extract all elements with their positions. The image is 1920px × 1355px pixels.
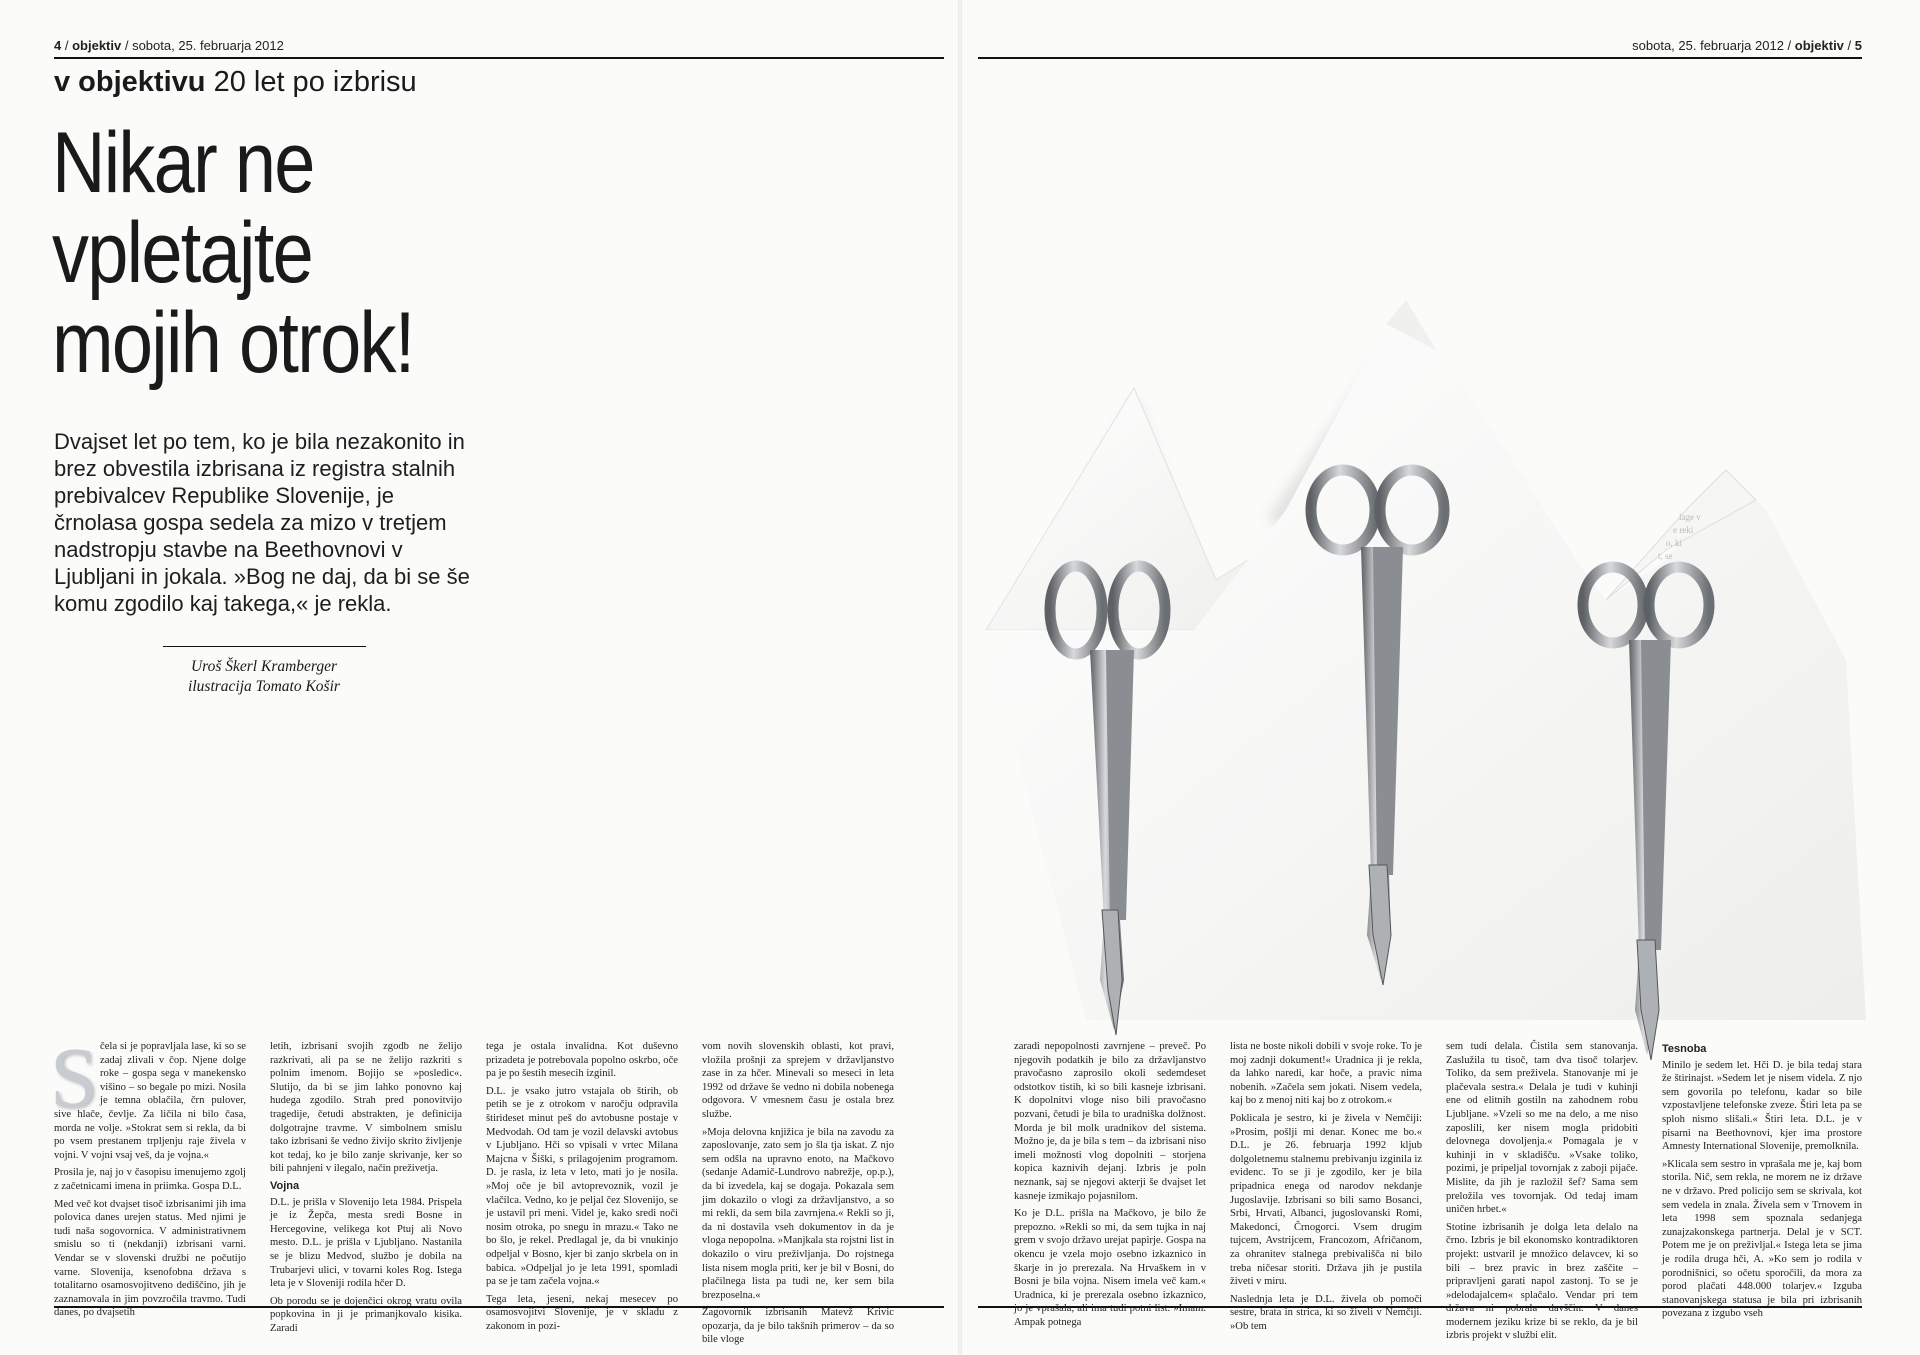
folio-right: sobota, 25. februarja 2012 / objektiv / 5 — [1632, 38, 1862, 53]
paragraph: D.L. je prišla v Slovenijo leta 1984. Prispela je iz Žepča, mesta sredi Bosne in Hercegovine, velikega kot Ptuj ali Novo mesto. D.L. je prišla v Ljubljano. Nastanila se je blizu Medvod, službo je dobila na Trubarjevi ulici, v tovarni koles Rog. Istega leta je v Sloveniji rodila hčer D. — [270, 1196, 462, 1290]
headline — [52, 115, 534, 391]
body-column-1 — [50, 1029, 246, 1319]
page-number-right: 5 — [1854, 38, 1862, 53]
body-column-6 — [1230, 1040, 1422, 1332]
subheading-tesnoba: Tesnoba — [1662, 1043, 1707, 1055]
byline-illustration: ilustracija Tomato Košir — [188, 678, 340, 695]
body-column-2 — [270, 1040, 462, 1334]
svg-text:lage v: lage v — [1679, 512, 1701, 522]
folio-section-right: objektiv — [1794, 38, 1844, 53]
svg-text:o, ki: o, ki — [1666, 538, 1683, 548]
paragraph: Naslednja leta je D.L. živela ob pomoči sestre, brata in strica, ki so živeli v Nemčiji. »Ob tem — [1230, 1293, 1422, 1332]
paragraph: Stotine izbrisanih je dolga leta delalo na črno. Izbris je bil ekonomsko kontradiktoren projekt: ustvaril je množico delavcev, ki so bili – brez pravic in brez zaščite – pripravljeni garati napol zastonj. To se je »delodajalcem« splačalo. Vendar pri tem država ni pobrala davščin. V danes modernem jeziku krize bi se reklo, da je bil izbris projekt v službi elit. — [1446, 1221, 1638, 1342]
paragraph: tega je ostala invalidna. Kot duševno prizadeta je potrebovala popolno oskrbo, oče pa je po šestih mesecih izginil. — [486, 1041, 678, 1080]
paragraph: zaradi nepopolnosti zavrnjene – preveč. Po njegovih podatkih je bilo za državljanstvo pravočasno zaprosilo okoli sedemdeset odstotkov tistih, ki so bili kasneje izbrisani. K dopolnitvi vloge niso bili pravočasno pozvani, četudi je bila to uradniška dolžnost. Morda je bil molk uradnikov del sistema. Možno je, da je bila s tem – da izbrisani niso imeli možnosti vlog dopolniti – storjena kopica kaznivih dejanj. Izbris je poln neznank, saj se njegovi akterji še dvajset let kasneje izmikajo pojasnilom. — [1014, 1041, 1206, 1202]
paragraph: vom novih slovenskih oblasti, kot pravi, vložila prošnji za sprejem v državljanstvo zase in za hčer. Minevali so meseci in leta 1992 od države še vedno ni dobila nobenega odgovora. V vmesnem času je ostala brez službe. — [702, 1041, 894, 1120]
paragraph: čela si je popravljala lase, ki so se zadaj zlivali v čop. Njene dolge roke – gospa sega v manekensko višino – so begale po mizi. Nosila je temna oblačila, črn pulover, sive hlače, čevlje. Za ličila ni bilo časa, morda ne volje. »Stokrat sem si rekla, da bi po vsem prestanem trpljenju raje živela v vojni. V vojni vsaj veš, da je vojna.« — [54, 1041, 246, 1161]
folio-section-left: objektiv — [72, 38, 122, 53]
byline — [150, 657, 378, 697]
paragraph: lista ne boste nikoli dobili v svoje roke. To je moj zadnji dokument!« Uradnica ji je rekla, da lahko naredi, kar hoče, a pravic nima nobenih. »Začela sem jokati. Nisem vedela, kaj bo z menoj niti kaj bo z otrokom.« — [1230, 1041, 1422, 1107]
svg-text:t, se: t, se — [1658, 551, 1673, 561]
folio-date-right: sobota, 25. februarja 2012 — [1632, 38, 1784, 53]
top-rule-left — [54, 57, 944, 59]
lead-paragraph: Dvajset let po tem, ko je bila nezakonito in brez obvestila izbrisana iz registra stalnih prebivalcev Republike Slovenije, je črnolasa gospa sedela za mizo v tretjem nadstropju stavbe na Beethovnovi v Ljubljani in jokala. »Bog ne daj, da bi se še komu zgodilo kaj takega,« je rekla. — [54, 429, 470, 616]
body-column-3 — [486, 1040, 678, 1332]
section-head — [54, 66, 417, 99]
folio-date-left: sobota, 25. februarja 2012 — [132, 38, 284, 53]
body-column-7 — [1446, 1040, 1638, 1342]
paragraph: letih, izbrisani svojih zgodb ne želijo razkrivati, ali pa se ne želijo razkriti s polnim imenom. Bojijo se »posledic«. Slutijo, da bi se jim lahko ponovno kaj hudega zgodilo. Strah pred ponovitvijo tragedije, četudi abstrakten, je definicija dolgotrajne travme. V simbolnem smislu tako izbrisani še vedno živijo skrito življenje kot tedaj, ko je bilo zanje skrivanje, ker so bili pahnjeni v ilegalo, način preživetja. — [270, 1041, 462, 1175]
page-gutter — [958, 0, 962, 1355]
headline-line: mojih otrok! — [52, 295, 414, 391]
drop-cap — [50, 1029, 98, 1125]
page-number-left: 4 — [54, 38, 62, 53]
paragraph: Ko je D.L. prišla na Mačkovo, je bilo že prepozno. »Rekli so mi, da sem tujka in naj grem v svojo državo urejat papirje. Gospa na okencu je vzela mojo osebno izkaznico in škarje in jo prerezala. Na Hrvaškem in v Bosni je bila vojna. Nisem imela več kam.« Uradnica, ki je prerezala osebno izkaznico, jo je vprašala, ali ima tudi potni list. »Imam. Ampak potnega — [1014, 1208, 1206, 1328]
subheading-vojna: Vojna — [270, 1179, 300, 1192]
headline-line: Nikar ne — [52, 115, 314, 211]
section-kicker: v objektivu — [54, 66, 206, 98]
body-column-5 — [1014, 1040, 1206, 1328]
paragraph: Prosila je, naj jo v časopisu imenujemo zgolj z začetnicami imena in priimka. Gospa D.L. — [54, 1167, 246, 1192]
folio-left: 4 / objektiv / sobota, 25. februarja 2012 — [54, 38, 284, 53]
drop-cap-letter: S — [50, 1029, 98, 1125]
svg-text:e reki: e reki — [1673, 525, 1694, 535]
byline-rule — [163, 646, 366, 647]
top-rule-right — [978, 57, 1862, 59]
paragraph: Poklicala je sestro, ki je živela v Nemčiji: »Prosim, pošlji mi denar. Konec me bo.« D.L. je 26. februarja 1992 kljub dolgoletnemu stalnemu prebivanju izginila iz evidenc. To se ji je zgodilo, ker je bila pripadnica enega od narodov nekdanje Jugoslavije. Izbrisani so bili samo Bosanci, Srbi, Hrvati, Albanci, jugoslovanski Romi, Makedonci, Črnogorci. Vsem drugim tujcem, Avstrijcem, Francozom, Afričanom, za ohranitev stalnega prebivališča ni bilo treba ničesar storiti. Država jih je pustila živeti v miru. — [1230, 1112, 1422, 1288]
paragraph: »Klicala sem sestro in vprašala me je, kaj bom storila. Nič, sem rekla, ne morem ne iz države ne v državo. Pred policijo sem se skrivala, kot sem vedela in znala. Živela sem v Trnovem in leta 1998 sem spoznala sedanjega zunajzakonskega partnerja. Delal je v SCT. Potem me je on preživljal.« Istega leta se jima je rodila druga hči, A. »Ko sem jo rodila v porodnišnici, so očetu sporočili, da mora za porod plačati 448.000 tolarjev.« Izguba stanovanjskega statusa je bila pri izbrisanih povezana z izgubo vseh — [1662, 1158, 1862, 1320]
body-column-8 — [1662, 1040, 1862, 1320]
scissors-mountains-illustration — [966, 300, 1866, 1020]
paragraph: D.L. je vsako jutro vstajala ob štirih, ob petih se je z otrokom v naročju odpravila štirideset minut peš do avtobusne postaje v Medvodah. Od tam je vozil delavski avtobus v Ljubljano. Hči so vpisali v vrtec Milana Majcna v Šiški, s prilagojenim programom. D. je rasla, iz leta v leto, mati jo je nosila. »Moj oče je bil avtoprevoznik, vozil je vlačilca. Vedno, ko je peljal čez Slovenijo, se je ustavil pri meni. Videl je, kako sredi noči nosim otroka, po snegu in mrazu.« Tako ne bo šlo, je rekel. Predlagal je, da bi vnukinjo odpeljal v Bosno, kjer bi zanjo skrbela on in babica. »Odpeljal jo je leta 1991, spomladi pa se je tam začela vojna.« — [486, 1085, 678, 1288]
headline-line: vpletajte — [52, 205, 313, 301]
paragraph: Tega leta, jeseni, nekaj mesecev po osamosvojitvi Slovenije, je v skladu z zakonom in pozi- — [486, 1293, 678, 1332]
body-column-4 — [702, 1040, 894, 1346]
section-subtitle: 20 let po izbrisu — [213, 66, 417, 98]
paragraph: »Moja delovna knjižica je bila na zavodu za zaposlovanje, zato sem jo šla tja iskat. Z njo sem odšla na upravno enoto, na Mačkovo (sedanje Adamič-Lundrovo nabrežje, op.p.), da bi izvedela, kaj se dogaja. Pokazala sem jim dokazilo o vlogi za državljanstvo, a so mi rekli, da sem bila zavrnjena.« Rekli so ji, da ni dostavila vseh dokumentov in da je vloga nepopolna. »Manjkala sta rojstni list in dokazilo o viru preživljanja. Do rojstnega lista nisem mogla priti, ker je bil v Bosni, do plačilnega lista pa tudi ne, ker sem bila brezposelna.« — [702, 1126, 894, 1301]
paragraph: Minilo je sedem let. Hči D. je bila tedaj stara že štirinajst. »Sedem let je nisem videla. Z njo sem govorila po telefonu, kadar so bile vzpostavljene telefonske zveze. Štiri leta pa se sploh nismo slišali.« Štiri leta. D.L. je v pisarni na Beethovnovi, kjer ima prostore Amnesty International Slovenije, premolknila. — [1662, 1059, 1862, 1153]
paragraph: sem tudi delala. Čistila sem stanovanja. Zaslužila tu tisoč, tam dva tisoč tolarjev. Toliko, da sem preživela. Stanovanje mi je plačevala sestra.« Delala je tudi v kuhinji ene od elitnih gostiln na zahodnem robu Ljubljane. »Vzeli so me na delo, a me niso zaposlili, ker nisem mogla pridobiti delovnega dovoljenja.« Pomagala je v kuhinji in v skladišču. »Vsake toliko, pozimi, je pripeljal tovornjak z zaboji pijače. Mislite, da jih je razložil šef? Sama sem preložila ves tovornjak. Od tedaj imam uničen hrbet.« — [1446, 1041, 1638, 1216]
paragraph: Med več kot dvajset tisoč izbrisanimi jih ima polovica danes urejen status. Med njimi je tudi naša sogovornica. V administrativnem smislu so ti (nekdanji) izbrisani varni. Vendar se v slovenski družbi ne počutijo varne. Slovenija, ksenofobna država s totalitarno osamosvojitveno dediščino, jih je zaznamovala in jim povzročila travmo. Tudi danes, po dvajsetih — [54, 1198, 246, 1319]
paragraph: Ob porodu se je dojenčici okrog vratu ovila popkovina in ji je primanjkovalo kisika. Zaradi — [270, 1295, 462, 1334]
paragraph: Zagovornik izbrisanih Matevž Krivic opozarja, da je bilo takšnih primerov – da so bile vloge — [702, 1307, 894, 1346]
byline-author: Uroš Škerl Kramberger — [190, 658, 338, 675]
